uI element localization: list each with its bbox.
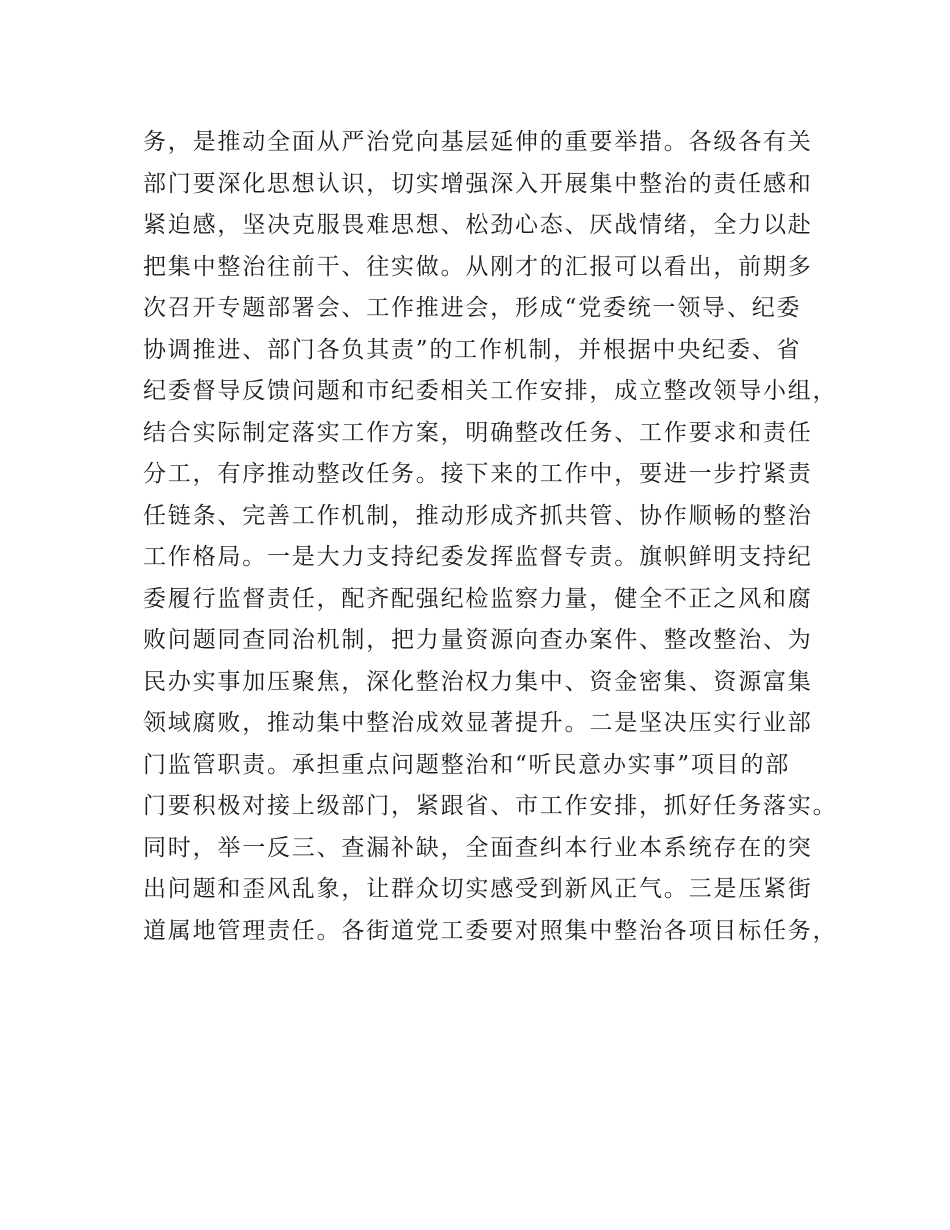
text-line: 败问题同查同治机制，把力量资源向查办案件、整改整治、为 bbox=[143, 627, 813, 653]
text-line: 务，是推动全面从严治党向基层延伸的重要举措。各级各有关 bbox=[143, 129, 813, 155]
text-line: 协调推进、部门各负其责”的工作机制，并根据中央纪委、省 bbox=[143, 336, 802, 363]
text-line: 民办实事加压聚焦，深化整治权力集中、资金密集、资源富集 bbox=[143, 668, 813, 695]
text-line: 出问题和歪风乱象，让群众切实感受到新风正气。三是压紧街 bbox=[143, 876, 813, 902]
text-line: 把集中整治往前干、往实做。从刚才的汇报可以看出，前期多 bbox=[143, 253, 813, 280]
text-line: 门要积极对接上级部门，紧跟省、市工作安排，抓好任务落实。 bbox=[143, 793, 838, 819]
text-line: 任链条、完善工作机制，推动形成齐抓共管、协作顺畅的整治 bbox=[143, 502, 813, 529]
text-line: 结合实际制定落实工作方案，明确整改任务、工作要求和责任 bbox=[143, 419, 813, 446]
text-line: 分工，有序推动整改任务。接下来的工作中，要进一步拧紧责 bbox=[143, 461, 813, 487]
text-line: 委履行监督责任，配齐配强纪检监察力量，健全不正之风和腐 bbox=[143, 585, 813, 612]
text-line: 同时，举一反三、查漏补缺，全面查纠本行业本系统存在的突 bbox=[143, 834, 813, 861]
text-line: 领域腐败，推动集中整治成效显著提升。二是坚决压实行业部 bbox=[143, 710, 813, 736]
text-line: 部门要深化思想认识，切实增强深入开展集中整治的责任感和 bbox=[143, 170, 813, 197]
text-line: 门监管职责。承担重点问题整治和“听民意办实事”项目的部 bbox=[143, 751, 791, 778]
text-line: 纪委督导反馈问题和市纪委相关工作安排，成立整改领导小组， bbox=[143, 378, 838, 404]
text-line: 工作格局。一是大力支持纪委发挥监督专责。旗帜鲜明支持纪 bbox=[143, 544, 813, 570]
text-line: 道属地管理责任。各街道党工委要对照集中整治各项目标任务， bbox=[143, 917, 838, 944]
text-line: 次召开专题部署会、工作推进会，形成“党委统一领导、纪委 bbox=[143, 295, 802, 321]
text-line: 紧迫感，坚决克服畏难思想、松劲心态、厌战情绪，全力以赴 bbox=[143, 212, 813, 238]
body-text bbox=[143, 122, 843, 952]
